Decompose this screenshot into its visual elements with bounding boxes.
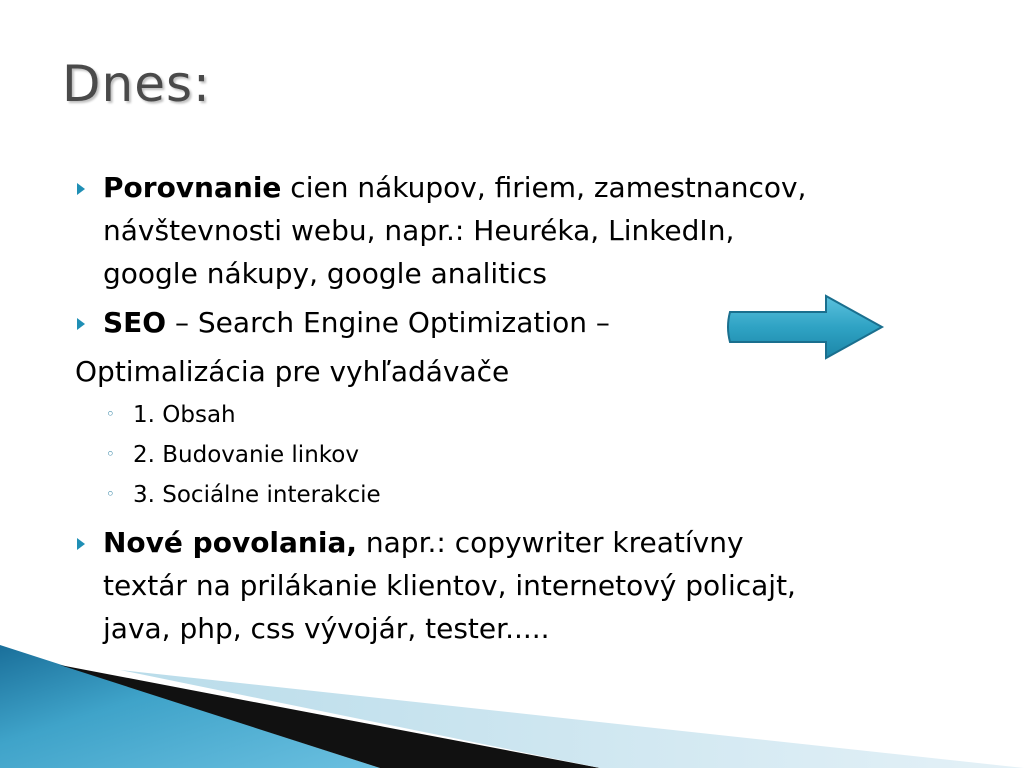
item-bold-label: SEO (103, 306, 167, 339)
item-line: google nákupy, google analitics (103, 257, 547, 290)
item-bold-label: Nové povolania, (103, 526, 357, 559)
triangle-bullet-icon (77, 318, 85, 330)
item-line: návštevnosti webu, napr.: Heuréka, LinkedIn, (103, 214, 735, 247)
right-arrow-icon (726, 294, 886, 360)
item-line: java, php, css vývojár, tester..... (103, 612, 550, 645)
item-line: textár na prilákanie klientov, internetový policajt, (103, 569, 796, 602)
sub-item-obsah: 1. Obsah (133, 402, 236, 428)
sub-item-socialne-interakcie: 3. Sociálne interakcie (133, 482, 381, 508)
bullet-item-seo (103, 301, 610, 344)
bullet-item-nove-povolania (103, 521, 744, 564)
triangle-bullet-icon (77, 183, 85, 195)
triangle-bullet-icon (77, 538, 85, 550)
ring-bullet-icon: ◦ (106, 445, 115, 463)
ring-bullet-icon: ◦ (106, 405, 115, 423)
ring-bullet-icon: ◦ (106, 485, 115, 503)
item-line: napr.: copywriter kreatívny (356, 526, 744, 559)
seo-continuation: Optimalizácia pre vyhľadávače (75, 355, 510, 388)
bullet-item-porovnanie (103, 166, 806, 209)
item-bold-label: Porovnanie (103, 171, 282, 204)
item-line: – Search Engine Optimization – (166, 306, 610, 339)
item-line: cien nákupov, firiem, zamestnancov, (281, 171, 807, 204)
slide-title: Dnes: (62, 55, 211, 113)
sub-item-budovanie-linkov: 2. Budovanie linkov (133, 442, 359, 468)
decorative-swoosh (0, 600, 1024, 768)
